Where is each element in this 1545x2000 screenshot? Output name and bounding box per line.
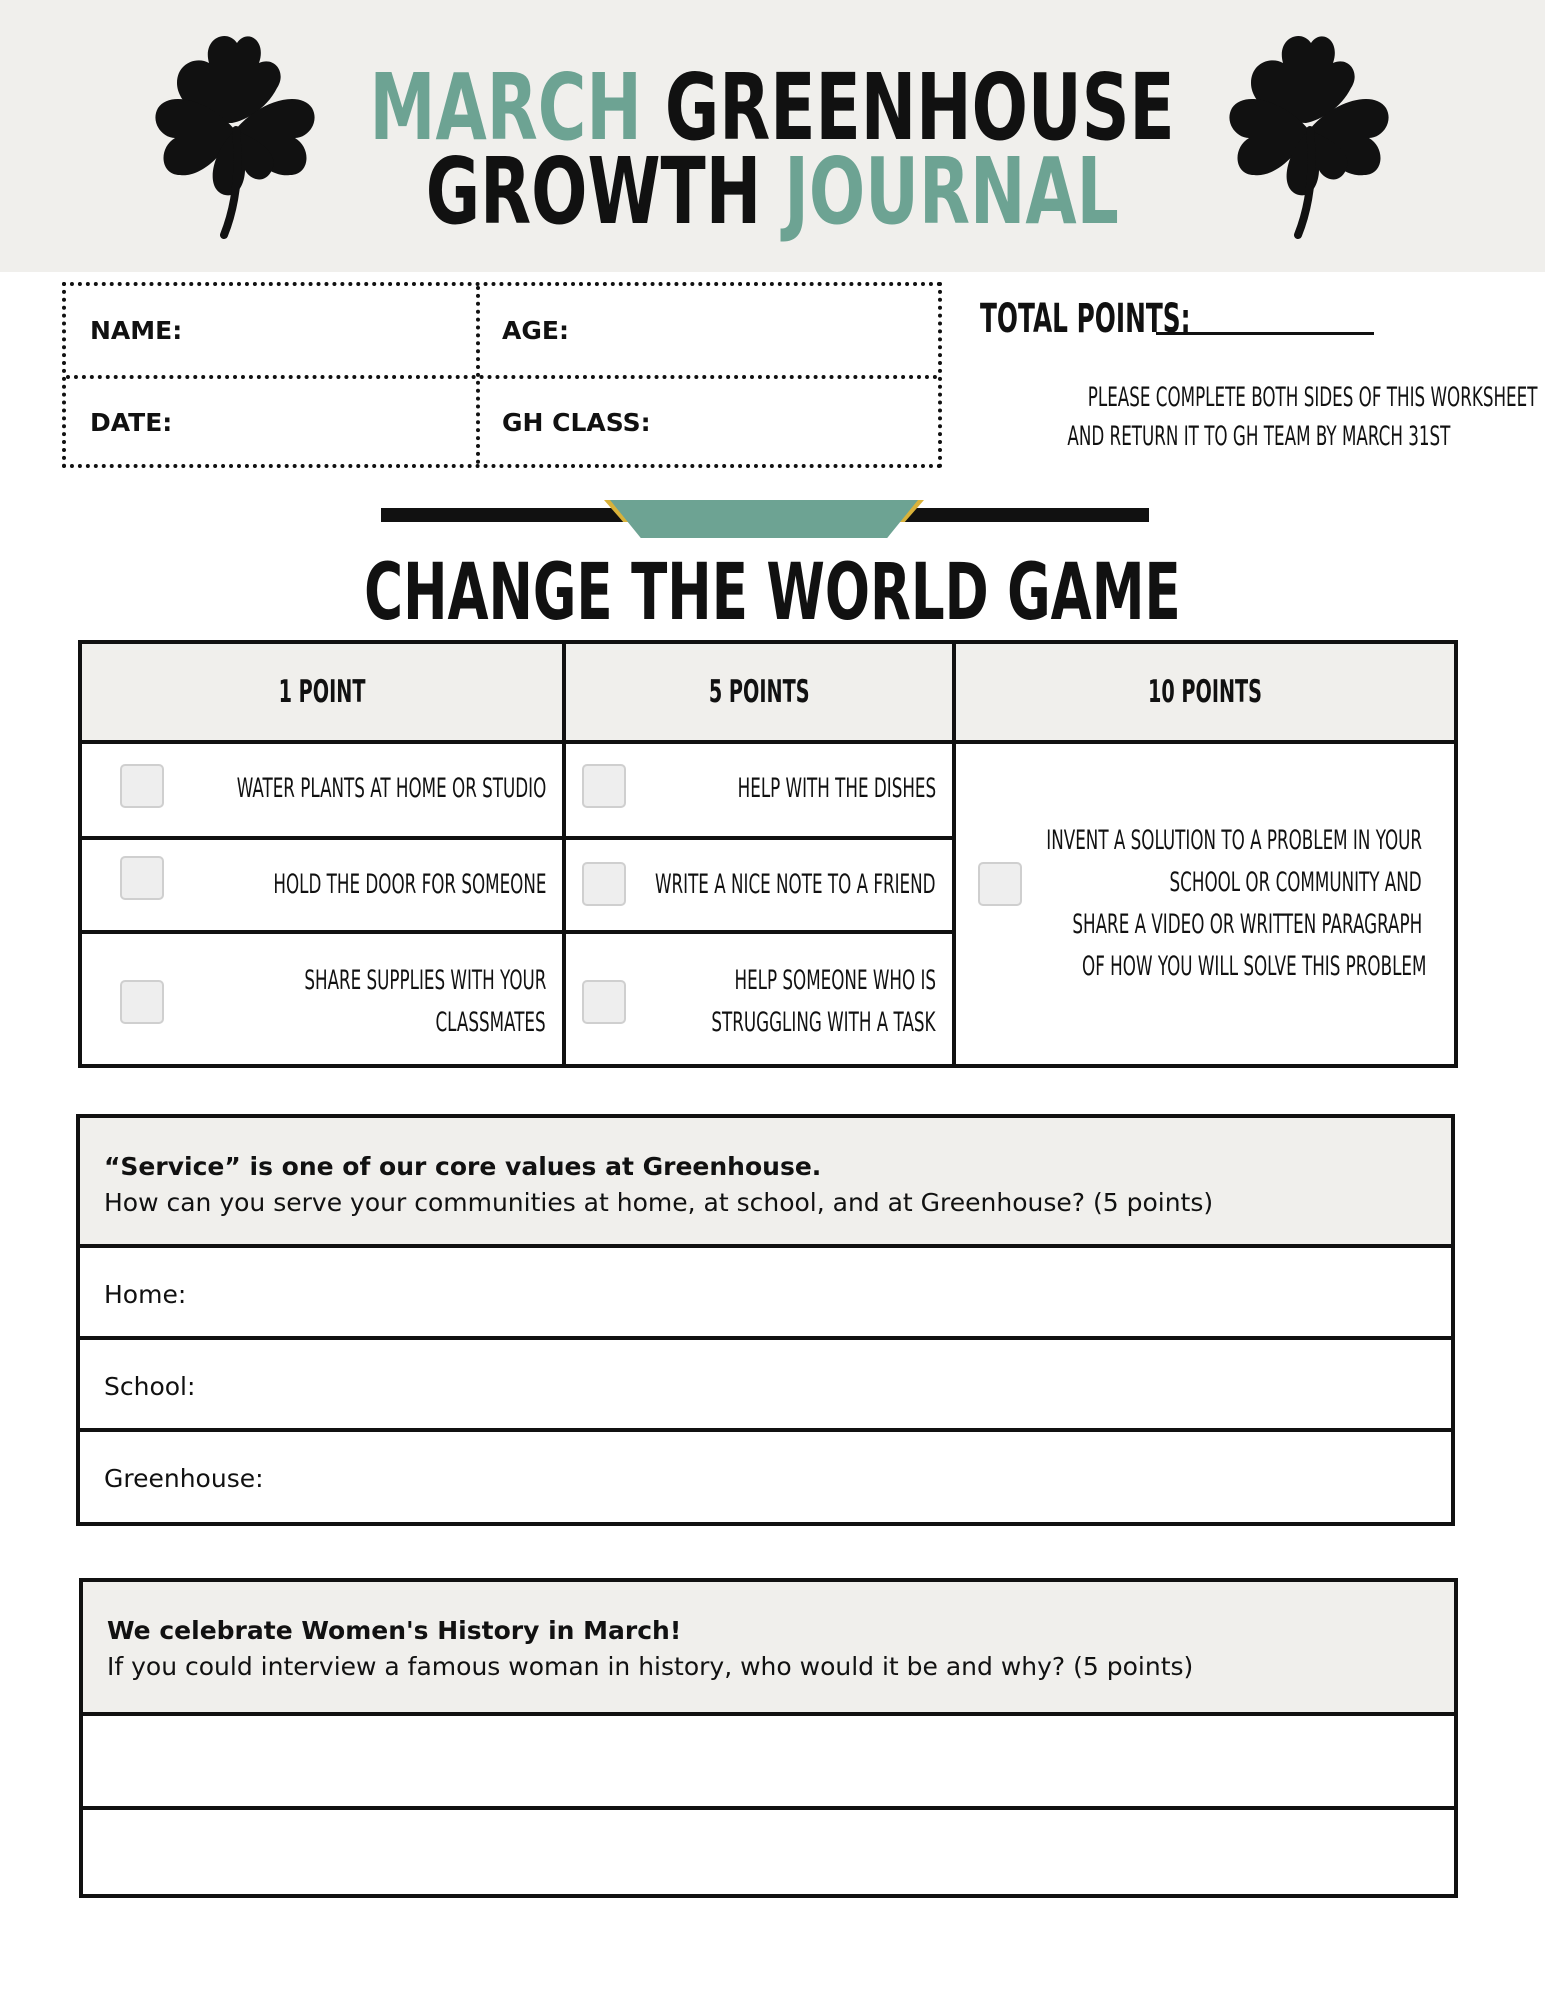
- womens-history-title: We celebrate Women's History in March!: [107, 1616, 682, 1645]
- student-info-box: [62, 282, 942, 468]
- column-header-10-points: 10 POINTS: [956, 644, 1454, 740]
- name-field[interactable]: NAME:: [90, 316, 183, 345]
- game-table: [78, 640, 1458, 1068]
- task-label: HELP WITH THE DISHES: [737, 773, 936, 804]
- gh-class-field[interactable]: GH CLASS:: [502, 408, 651, 437]
- task-label: WATER PLANTS AT HOME OR STUDIO: [236, 773, 546, 804]
- column-header-1-point: 1 POINT: [82, 644, 562, 740]
- womens-history-question: If you could interview a famous woman in history, who would it be and why? (5 points): [107, 1652, 1194, 1681]
- task-label: HOLD THE DOOR FOR SOMEONE: [272, 869, 546, 900]
- instructions-line-1: PLEASE COMPLETE BOTH SIDES OF THIS WORKSHEET: [1087, 382, 1538, 413]
- task-label: WRITE A NICE NOTE TO A FRIEND: [655, 869, 936, 900]
- title-word: GROWTH: [425, 138, 762, 245]
- task-label: STRUGGLING WITH A TASK: [711, 1007, 936, 1038]
- game-title: CHANGE THE WORLD GAME: [364, 548, 1181, 638]
- task-label: CLASSMATES: [435, 1007, 546, 1038]
- age-field[interactable]: AGE:: [502, 316, 569, 345]
- task-label: SHARE A VIDEO OR WRITTEN PARAGRAPH: [1072, 909, 1422, 940]
- header-banner: [0, 0, 1545, 272]
- greenhouse-answer-field[interactable]: Greenhouse:: [104, 1464, 264, 1493]
- school-answer-field[interactable]: School:: [104, 1372, 196, 1401]
- total-points-label: TOTAL POINTS:: [980, 296, 1191, 342]
- divider-tab: [610, 500, 918, 538]
- title-word: GREENHOUSE: [665, 54, 1176, 161]
- task-label: OF HOW YOU WILL SOLVE THIS PROBLEM: [1081, 951, 1426, 982]
- column-header-5-points: 5 POINTS: [566, 644, 952, 740]
- title-accent-word: MARCH: [369, 54, 643, 161]
- answer-line[interactable]: [83, 1720, 1454, 1806]
- task-label: SHARE SUPPLIES WITH YOUR: [303, 965, 546, 996]
- service-question-text: How can you serve your communities at home, at school, and at Greenhouse? (5 points): [104, 1188, 1214, 1217]
- task-label: SCHOOL OR COMMUNITY AND: [1169, 867, 1422, 898]
- instructions-line-2: AND RETURN IT TO GH TEAM BY MARCH 31ST: [1067, 421, 1451, 452]
- task-label: HELP SOMEONE WHO IS: [734, 965, 936, 996]
- date-field[interactable]: DATE:: [90, 408, 173, 437]
- home-answer-field[interactable]: Home:: [104, 1280, 187, 1309]
- service-question-header: [80, 1118, 1451, 1248]
- service-question-box: [76, 1114, 1455, 1526]
- task-label: INVENT A SOLUTION TO A PROBLEM IN YOUR: [1046, 825, 1422, 856]
- womens-history-box: [79, 1578, 1458, 1898]
- page-title-line-2: [0, 138, 1545, 245]
- answer-line[interactable]: [83, 1810, 1454, 1894]
- service-question-title: “Service” is one of our core values at Greenhouse.: [104, 1152, 822, 1181]
- title-accent-word: JOURNAL: [784, 138, 1120, 245]
- womens-history-header: [83, 1582, 1454, 1716]
- total-points-field[interactable]: [1156, 332, 1374, 335]
